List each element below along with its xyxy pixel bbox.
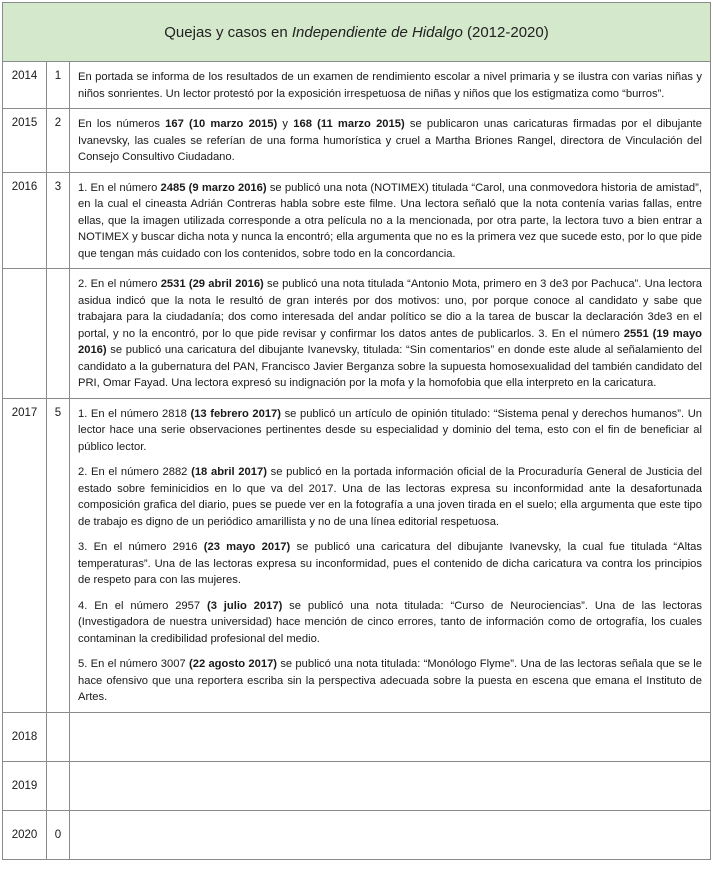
title-prefix: Quejas y casos en — [164, 23, 292, 41]
case-entry — [78, 406, 702, 456]
case-entry — [78, 598, 702, 648]
entry-text: se publicó una caricatura del dibujante Ivanevsky, la cual fue titulada “Altas temperaturas”. Una de las lectoras expresa su inconformidad, pues el contenido de dicha caricatura va contra los principios de respeto para con las mujeres. — [78, 541, 702, 586]
count-cell — [47, 761, 70, 810]
year-cell: 2015 — [3, 109, 47, 173]
title-suffix: (2012-2020) — [462, 23, 549, 41]
entry-text: se publicó una nota titulada “Antonio Mota, primero en 3 de3 por Pachuca”. Una lectora asidua indicó que la nota le resultó de gran interés por dos motivos: uno, por porque conoce al candidato y sabe que trabajara para la ciudadanía; dos como interesada del andar político se dio a la tarea de buscar la declaración 3de3 en el portal, y no la encontró, por lo que pide revisar y confirmar los datos antes de publicarlos. 3. En el número — [78, 278, 703, 340]
entry-text: 2. En el número 2882 — [78, 466, 192, 478]
entry-text: se publicaron unas caricaturas firmadas por el dibujante Ivanevsky, las cuales se referían de una forma humorística y cruel a Martha Briones Rangel, directora de Vinculación del Consejo Consultivo Ciudadano. — [78, 118, 703, 163]
description-cell — [70, 761, 711, 810]
year-cell — [3, 269, 47, 399]
entry-text: se publicó en la portada información oficial de la Procuraduría General de Justicia del estado sobre feminicidios en lo que va del 2017. Una de las lectoras expresa su inconformidad ante la desafortunada composición grafica del diario, pues se puede ver en la fotografía a una joven tirada en el suelo; ella argumenta que este tipo de trabajo es digno de un periódico amarillista y no de una línea editorial respetuosa. — [78, 466, 702, 528]
year-cell: 2018 — [3, 712, 47, 761]
title-row — [3, 3, 711, 62]
count-cell: 5 — [47, 398, 70, 712]
count-cell: 0 — [47, 810, 70, 859]
year-cell: 2014 — [3, 62, 47, 109]
issue-reference: 2485 (9 marzo 2016) — [160, 181, 267, 194]
description-cell — [70, 398, 711, 712]
entry-text: 2. En el número — [78, 278, 161, 290]
case-entry — [78, 180, 702, 263]
case-entry — [78, 69, 702, 102]
title-italic: Independiente de Hidalgo — [291, 23, 463, 41]
description-cell — [70, 172, 711, 269]
case-entry — [78, 276, 702, 392]
issue-reference: (3 julio 2017) — [206, 599, 283, 612]
count-cell — [47, 712, 70, 761]
issue-reference: (23 mayo 2017) — [203, 541, 291, 553]
entry-text: 1. En el número — [78, 181, 161, 194]
year-cell: 2017 — [3, 398, 47, 712]
entry-text: 1. En el número 2818 — [78, 407, 191, 420]
entry-text: se publicó una nota titulada: “Monólogo Flyme”. Una de las lectoras señala que se le hace ofensivo que una reportera escriba sin la perspectiva adecuada sobre la puesta en escena que emana el Instituto de Artes. — [78, 658, 702, 703]
entry-text: y — [277, 118, 294, 130]
table-body — [3, 3, 711, 860]
case-entry — [78, 656, 702, 706]
table-row — [3, 109, 711, 173]
count-cell: 2 — [47, 109, 70, 173]
case-entry — [78, 116, 702, 166]
entry-text: se publicó una nota titulada: “Curso de Neurociencias”. Una de las lectoras (Investigadora de nuestra universidad) hace mención de cinco errores, tanto de información como de ortografía, los cuales contaminan la credibilidad profesional del medio. — [78, 599, 702, 645]
table-title — [3, 3, 711, 62]
entry-text: se publicó una caricatura del dibujante Ivanevsky, titulada: “Sin comentarios” en donde este alude al señalamiento del candidato a la gubernatura del PAN, Francisco Javier Berganza sobre la supuesta homosexualidad del también candidato del PRI, Omar Fayad. Una lectora expresó su indignación por la mofa y la homofobia que ella interpreto en la caricatura. — [78, 344, 702, 389]
table-row — [3, 810, 711, 859]
issue-reference: (22 agosto 2017) — [189, 658, 278, 670]
entry-text: se publicó un artículo de opinión titulado: “Sistema penal y derechos humanos”. Un lector hace una serie observaciones pertinentes desde su especialidad y dominio del tema, esto con el fin de beneficiar al público lector. — [78, 407, 702, 453]
year-cell: 2020 — [3, 810, 47, 859]
issue-reference: 2551 (19 mayo 2016) — [78, 327, 702, 356]
count-cell: 1 — [47, 62, 70, 109]
issue-reference: (18 abril 2017) — [191, 466, 267, 478]
year-cell: 2019 — [3, 761, 47, 810]
table-row — [3, 269, 711, 399]
entry-text: 4. En el número 2957 — [78, 599, 207, 612]
entry-text: se publicó una nota (NOTIMEX) titulada “Carol, una conmovedora historia de amistad”, en la cual el cineasta Adrián Contreras habla sobre este filme. Una lectora señaló que la nota contenía varias fallas, entre ellas, que la imagen utilizada corresponde a otra película no a la mencionada, por otra parte, la lectora tuvo a bien entrar a NOTIMEX y buscar dicha nota y nunca la encontró; ella argumenta que no es la primera vez que sucede esto, por lo que pide que tengan más cuidado con los contenidos, sobre todo en la concordancia. — [78, 181, 702, 260]
year-cell: 2016 — [3, 172, 47, 269]
issue-reference: (13 febrero 2017) — [190, 407, 281, 420]
complaints-table — [2, 2, 711, 860]
table-row — [3, 62, 711, 109]
entry-text: 5. En el número 3007 — [78, 658, 189, 670]
table-row — [3, 761, 711, 810]
description-cell — [70, 810, 711, 859]
count-cell — [47, 269, 70, 399]
table-row — [3, 712, 711, 761]
entry-text: En los números — [78, 118, 166, 130]
description-cell — [70, 712, 711, 761]
issue-reference: 2531 (29 abril 2016) — [160, 278, 264, 290]
description-cell — [70, 62, 711, 109]
entry-text: 3. En el número 2916 — [78, 541, 204, 553]
description-cell — [70, 109, 711, 173]
count-cell: 3 — [47, 172, 70, 269]
case-entry — [78, 539, 702, 589]
issue-reference: 168 (11 marzo 2015) — [293, 118, 405, 130]
table-row — [3, 172, 711, 269]
entry-text: En portada se informa de los resultados de un examen de rendimiento escolar a nivel primaria y se ilustra con varias niñas y niños sonrientes. Un lector protestó por la exposición irrespetuosa de niñas y niños que los estigmatiza como “burros”. — [78, 71, 702, 100]
issue-reference: 167 (10 marzo 2015) — [165, 118, 278, 130]
case-entry — [78, 464, 702, 530]
table-row — [3, 398, 711, 712]
description-cell — [70, 269, 711, 399]
